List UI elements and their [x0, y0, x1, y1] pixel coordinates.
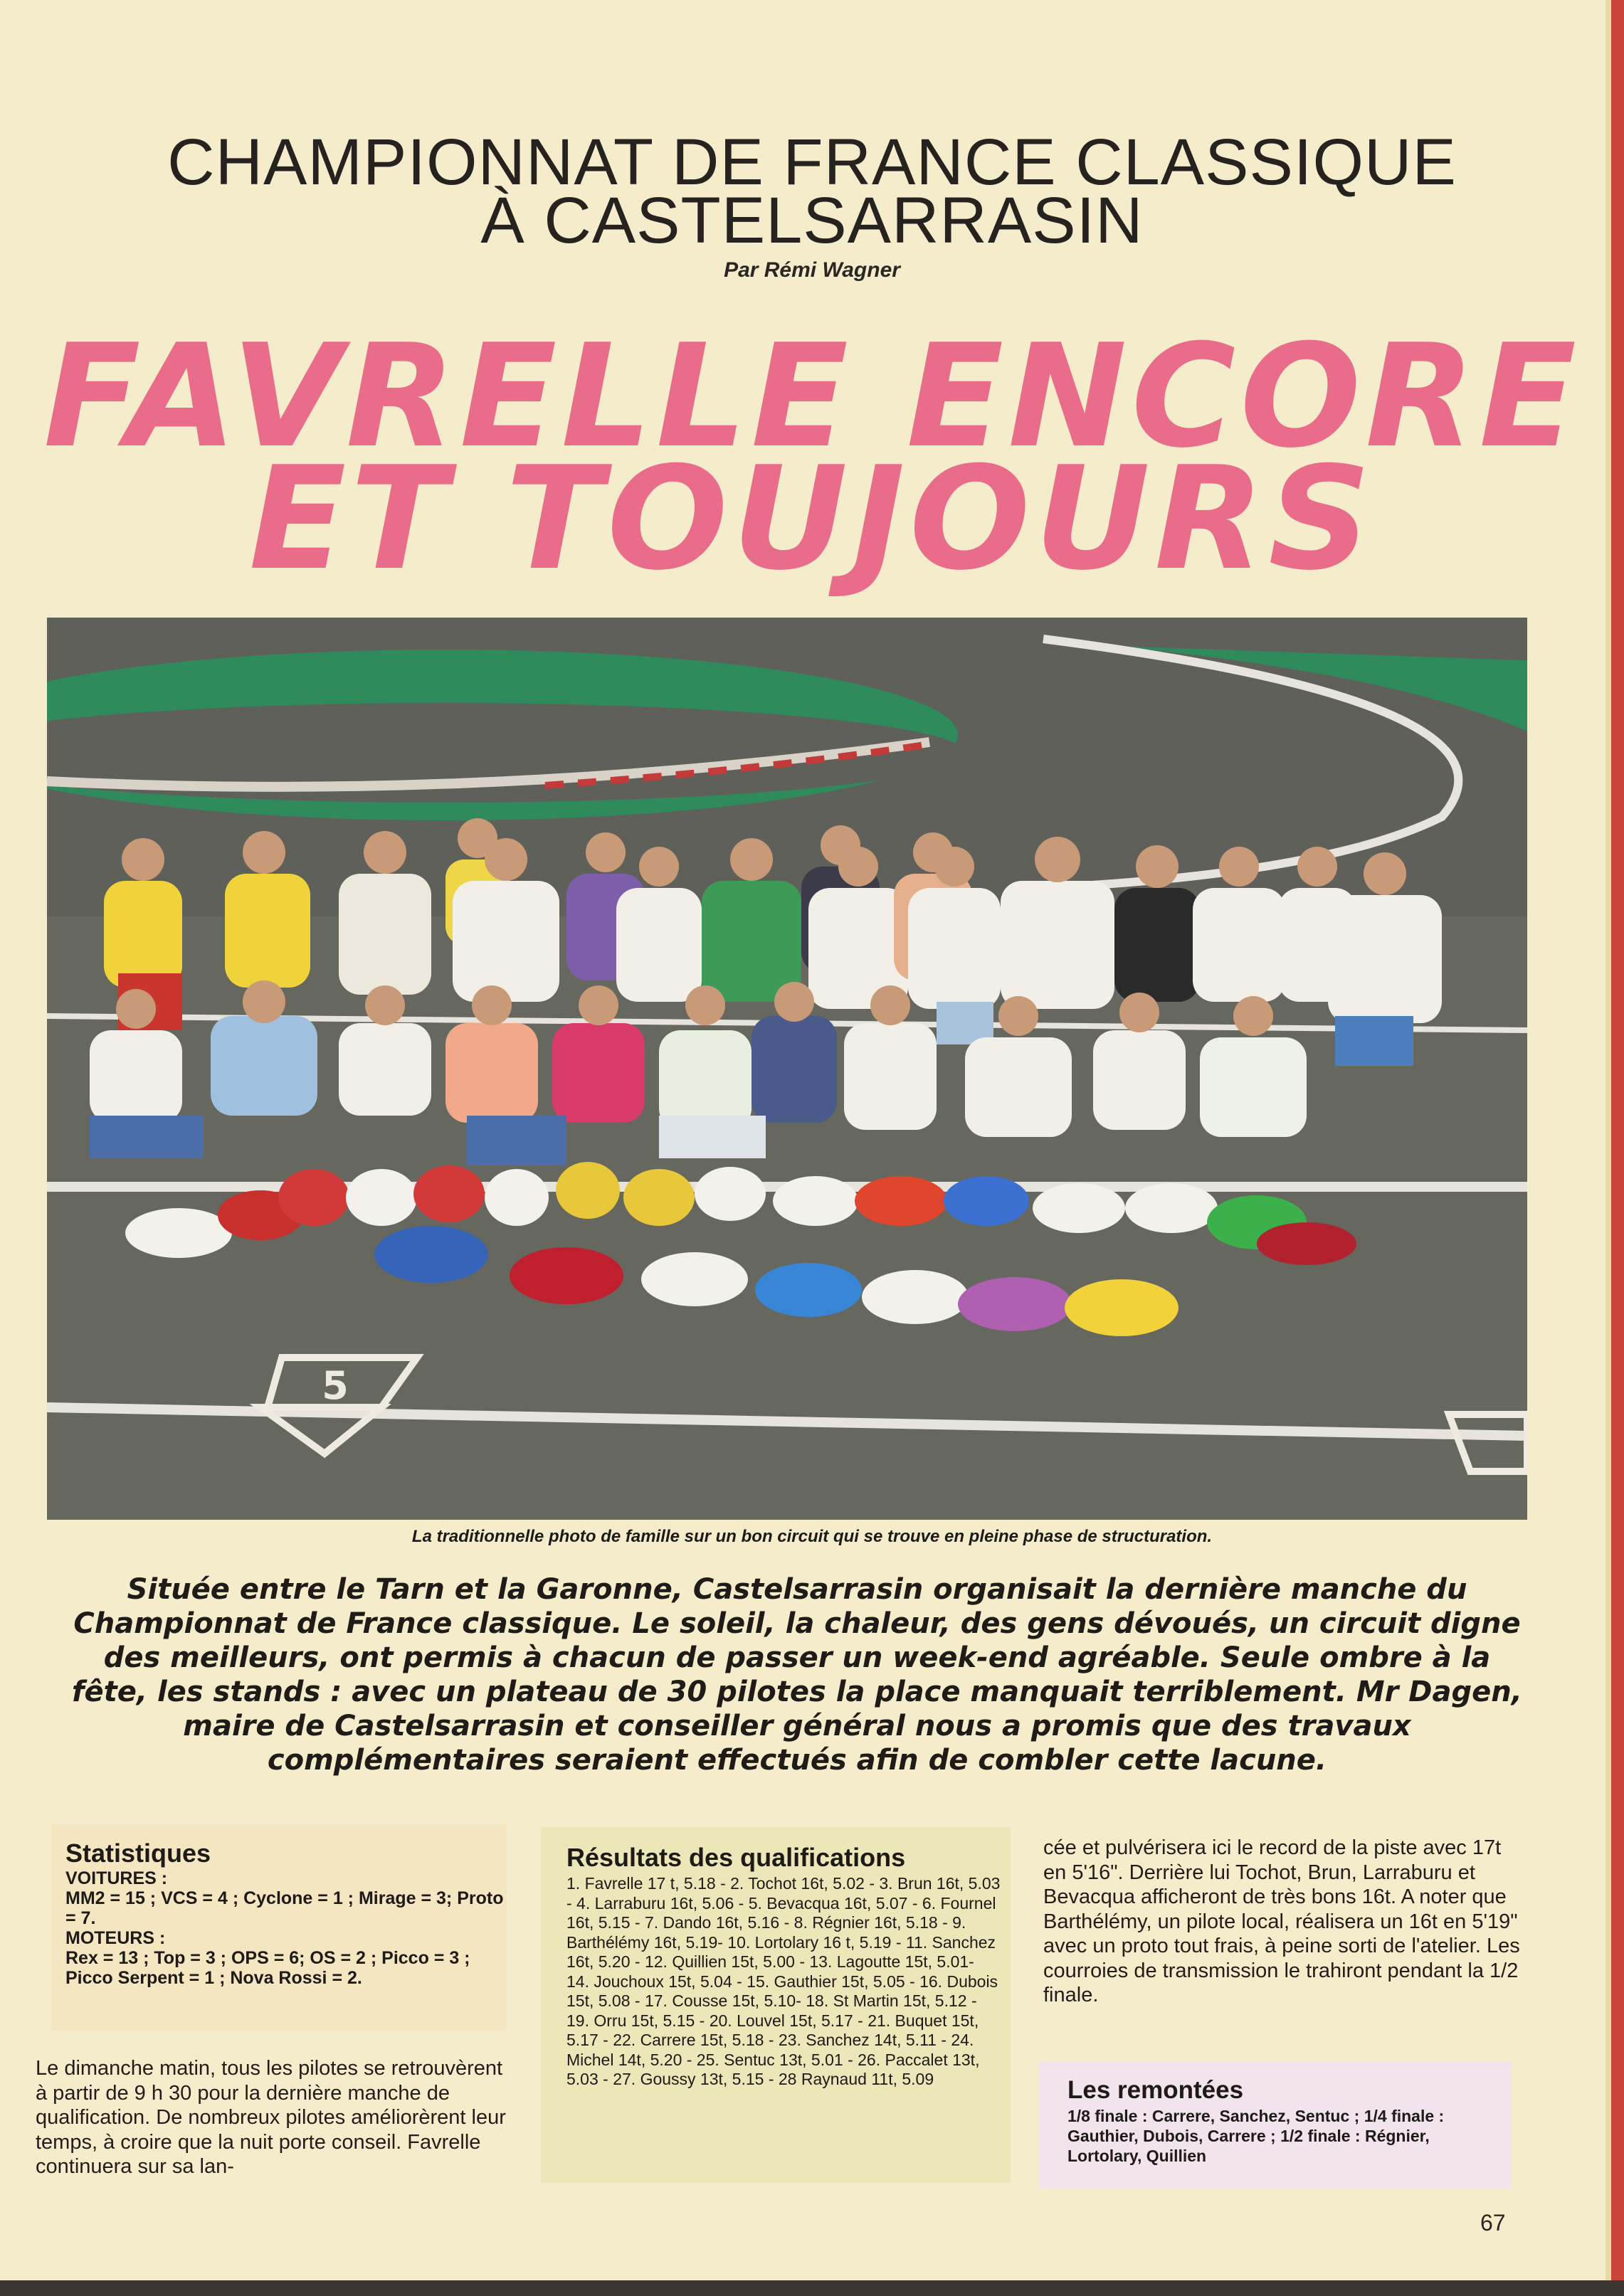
- byline: Par Rémi Wagner: [724, 258, 900, 282]
- group-photo: [47, 618, 1527, 1520]
- moteurs-values: Rex = 13 ; Top = 3 ; OPS = 6; OS = 2 ; Picco = 3 ; Picco Serpent = 1 ; Nova Rossi = 2.: [65, 1948, 470, 1988]
- voitures-label: VOITURES :: [65, 1868, 168, 1888]
- body-text-column-3: cée et pulvérisera ici le record de la piste avec 17t en 5'16". Derrière lui Tochot, Brun, Larraburu et Bevacqua afficheront de très bons 16t. A noter que Barthélémy, un pilote local, réalisera un 16t en 5'19" avec un proto tout frais, à peine sorti de l'atelier. Les courroies de transmission le trahiront pendant la 1/2 finale.: [1043, 1836, 1520, 2006]
- body-text-column-1: Le dimanche matin, tous les pilotes se retrouvèrent à partir de 9 h 30 pour la dernière manche de qualification. De nombreux pilotes améliorèrent leur temps, à croire que la nuit porte conseil. Favrelle continuera sur sa lan-: [36, 2057, 506, 2178]
- bottom-edge: [0, 2280, 1624, 2296]
- moteurs-label: MOTEURS :: [65, 1928, 166, 1948]
- qualification-results-box: [541, 1827, 1011, 2183]
- qualification-results-title: Résultats des qualifications: [566, 1843, 906, 1872]
- voitures-values: MM2 = 15 ; VCS = 4 ; Cyclone = 1 ; Mirage = 3; Proto = 7.: [65, 1888, 504, 1928]
- headline-line-1: FAVRELLE ENCORE: [43, 314, 1581, 480]
- remontees-box: [1039, 2062, 1512, 2189]
- track-sign-number: 5: [322, 1363, 349, 1408]
- statistics-box: [51, 1824, 507, 2031]
- statistics-title: Statistiques: [65, 1839, 211, 1868]
- kicker-line-2: À CASTELSARRASIN: [480, 184, 1144, 257]
- qualification-results-text: 1. Favrelle 17 t, 5.18 - 2. Tochot 16t, 5.02 - 3. Brun 16t, 5.03 - 4. Larraburu 16t, 5.06 - 5. Bevacqua 16t, 5.07 - 6. Fournel 16t, 5.15 - 7. Dando 16t, 5.16 - 8. Régnier 16t, 5.18 - 9. Barthélémy 16t, 5.19- 10. Lortolary 16 t, 5.19 - 11. Sanchez 16t, 5.20 - 12. Quillien 15t, 5.00 - 13. Lagoutte 15t, 5.01- 14. Jouchoux 15t, 5.04 - 15. Gauthier 15t, 5.05 - 16. Dubois 15t, 5.08 - 17. Cousse 15t, 5.10- 18. St Martin 15t, 5.12 - 19. Orru 15t, 5.15 - 20. Louvel 15t, 5.17 - 21. Buquet 15t, 5.17 - 22. Carrere 15t, 5.18 - 23. Sanchez 14t, 5.11 - 24. Michel 14t, 5.20 - 25. Sentuc 13t, 5.01 - 26. Paccalet 13t, 5.03 - 27. Goussy 13t, 5.15 - 28 Raynaud 11t, 5.09: [566, 1874, 1001, 2088]
- headline-line-2: ET TOUJOURS: [248, 436, 1376, 602]
- remontees-text: 1/8 finale : Carrere, Sanchez, Sentuc ; 1/4 finale : Gauthier, Dubois, Carrere ; 1/2 finale : Régnier, Lortolary, Quillien: [1067, 2107, 1445, 2165]
- photo-caption: La traditionnelle photo de famille sur un bon circuit qui se trouve en pleine phase de structuration.: [411, 1527, 1213, 1546]
- kicker-line-1: CHAMPIONNAT DE FRANCE CLASSIQUE: [167, 126, 1457, 199]
- remontees-title: Les remontées: [1067, 2076, 1244, 2104]
- page-number: 67: [1480, 2210, 1506, 2236]
- lead-paragraph: Située entre le Tarn et la Garonne, Castelsarrasin organisait la dernière manche du Championnat de France classique. Le soleil, la chaleur, des gens dévoués, un circuit digne des meilleurs, ont permis à chacun de passer un week-end agréable. Seule ombre à la fête, les stands : avec un plateau de 30 pilotes la place manquait terriblement. Mr Dagen, maire de Castelsarrasin et conseiller général nous a promis que des travaux complémentaires seraient effectués afin de combler cette lacune.: [72, 1573, 1522, 1777]
